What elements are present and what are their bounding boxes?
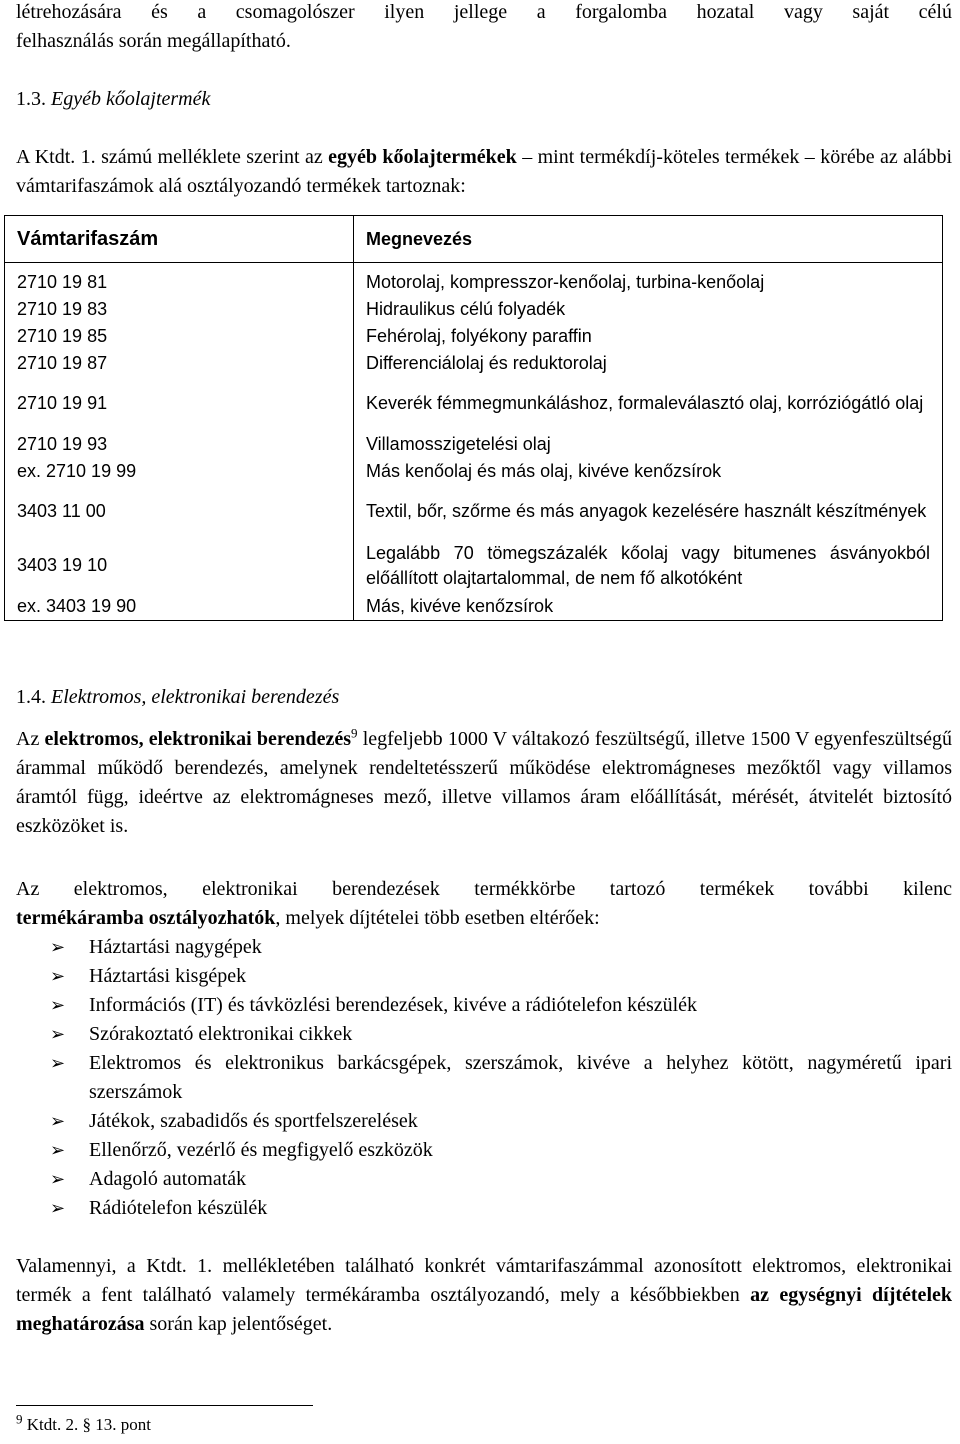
para-bold-text: egyéb kőolajtermékek bbox=[328, 146, 517, 168]
cell-code: ex. 2710 19 99 bbox=[5, 458, 354, 485]
list-item bbox=[16, 991, 952, 1020]
table-row bbox=[5, 377, 943, 431]
table-row bbox=[5, 323, 943, 350]
table-row bbox=[5, 296, 943, 323]
cell-code: 3403 19 10 bbox=[5, 539, 354, 593]
arrow-bullet-icon: ➢ bbox=[50, 1198, 66, 1219]
list-item-text: Információs (IT) és távközlési berendezések, kivéve a rádiótelefon készülék bbox=[89, 994, 698, 1016]
cell-code: 2710 19 87 bbox=[5, 350, 354, 377]
para-text: Valamennyi, a Ktdt. 1. mellékletében található konkrét vámtarifaszámmal azonosított elektromos, elektronikai termék a fent található valamely termékáramba osztályozandó, mely a későbbiekben bbox=[16, 1255, 952, 1306]
arrow-bullet-icon: ➢ bbox=[50, 1024, 66, 1045]
table-header-row bbox=[5, 216, 943, 263]
table-row bbox=[5, 263, 943, 296]
arrow-bullet-icon: ➢ bbox=[50, 995, 66, 1016]
section-title: Egyéb kőolajtermék bbox=[51, 88, 211, 110]
list-item bbox=[16, 933, 952, 962]
para-bold-text: elektromos, elektronikai berendezés bbox=[44, 728, 351, 750]
section-1-4-paragraph-3 bbox=[16, 1252, 952, 1339]
section-1-3-paragraph bbox=[16, 143, 952, 201]
para-text: során kap jelentőséget. bbox=[149, 1313, 333, 1335]
cell-code: ex. 3403 19 90 bbox=[5, 593, 354, 621]
footnote-area bbox=[16, 1405, 952, 1436]
para-text: Az bbox=[16, 728, 40, 750]
cell-name: Más kenőolaj és más olaj, kivéve kenőzsírok bbox=[354, 458, 943, 485]
arrow-bullet-icon: ➢ bbox=[50, 1140, 66, 1161]
section-1-4-paragraph-2-line-1: Az elektromos, elektronikai berendezések termékkörbe tartozó termékek további kilenc bbox=[16, 878, 952, 900]
arrow-bullet-icon: ➢ bbox=[50, 1053, 66, 1074]
footnote-text: Ktdt. 2. § 13. pont bbox=[26, 1415, 151, 1434]
section-title: Elektromos, elektronikai berendezés bbox=[51, 686, 340, 708]
table-row bbox=[5, 593, 943, 621]
footnote-reference[interactable]: 9 bbox=[350, 725, 358, 741]
intro-line-2: felhasználás során megállapítható. bbox=[16, 30, 291, 52]
intro-line-1: létrehozására és a csomagolószer ilyen jellege a forgalomba hozatal vagy saját célú bbox=[16, 1, 952, 23]
para-text: , melyek díjtételei több esetben eltérőek: bbox=[275, 907, 600, 929]
list-item-text: Adagoló automaták bbox=[89, 1168, 247, 1190]
list-item bbox=[16, 1136, 952, 1165]
para-bold-text: az egységnyi díjtételek meghatározása bbox=[16, 1284, 952, 1335]
table-row bbox=[5, 350, 943, 377]
footnote-mark: 9 bbox=[16, 1411, 23, 1427]
table-row bbox=[5, 485, 943, 539]
cell-name: Hidraulikus célú folyadék bbox=[354, 296, 943, 323]
list-item-text: Háztartási kisgépek bbox=[89, 965, 247, 987]
cell-name: Motorolaj, kompresszor-kenőolaj, turbina-kenőolaj bbox=[354, 263, 943, 296]
table-row bbox=[5, 539, 943, 593]
para-text: – mint termékdíj-köteles termékek – körébe az alábbi vámtarifaszámok alá osztályozandó termékek tartoznak: bbox=[16, 146, 953, 197]
document-page bbox=[16, 0, 953, 1434]
list-item-text: Szórakoztató elektronikai cikkek bbox=[89, 1023, 353, 1045]
header-tariff-number: Vámtarifaszám bbox=[5, 216, 354, 263]
section-heading-1-3 bbox=[16, 85, 952, 114]
section-number: 1.4. bbox=[16, 686, 46, 708]
para-text: legfeljebb 1000 V váltakozó feszültségű, illetve 1500 V egyenfeszültségű árammal működő berendezés, amelynek rendeltetésszerű működése elektromágneses mezőktől vagy villamos áramtól függ, ideértve az elektromágneses mező, illetve villamos áram előállítását, mérését, átvitelét biztosító eszközöket is. bbox=[16, 728, 953, 837]
arrow-bullet-icon: ➢ bbox=[50, 966, 66, 987]
cell-name: Keverék fémmegmunkáláshoz, formaleválasztó olaj, korróziógátló olaj bbox=[354, 377, 943, 431]
cell-name: Más, kivéve kenőzsírok bbox=[354, 593, 943, 621]
table-row bbox=[5, 458, 943, 485]
cell-code: 2710 19 83 bbox=[5, 296, 354, 323]
cell-name: Fehérolaj, folyékony paraffin bbox=[354, 323, 943, 350]
cell-name: Villamosszigetelési olaj bbox=[354, 431, 943, 458]
product-stream-list bbox=[16, 933, 952, 1223]
cell-code: 2710 19 85 bbox=[5, 323, 354, 350]
list-item bbox=[16, 1020, 952, 1049]
section-heading-1-4 bbox=[16, 683, 952, 712]
list-item bbox=[16, 1165, 952, 1194]
header-description: Megnevezés bbox=[354, 216, 943, 263]
arrow-bullet-icon: ➢ bbox=[50, 1111, 66, 1132]
list-item bbox=[16, 1049, 952, 1107]
footnote bbox=[16, 1411, 952, 1436]
section-number: 1.3. bbox=[16, 88, 46, 110]
list-item bbox=[16, 962, 952, 991]
cell-name: Textil, bőr, szőrme és más anyagok kezelésére használt készítmények bbox=[354, 485, 943, 539]
cell-code: 3403 11 00 bbox=[5, 485, 354, 539]
cell-code: 2710 19 91 bbox=[5, 377, 354, 431]
list-item-text: Háztartási nagygépek bbox=[89, 936, 262, 958]
tariff-table bbox=[4, 215, 943, 621]
list-item-text: Ellenőrző, vezérlő és megfigyelő eszközök bbox=[89, 1139, 433, 1161]
cell-name: Differenciálolaj és reduktorolaj bbox=[354, 350, 943, 377]
section-1-4-paragraph-1 bbox=[16, 725, 952, 841]
arrow-bullet-icon: ➢ bbox=[50, 1169, 66, 1190]
list-item bbox=[16, 1194, 952, 1223]
section-1-4-paragraph-2-line-2 bbox=[16, 904, 952, 933]
cell-code: 2710 19 93 bbox=[5, 431, 354, 458]
list-item-text: Elektromos és elektronikus barkácsgépek, szerszámok, kivéve a helyhez kötött, nagyméretű ipari szerszámok bbox=[89, 1052, 952, 1103]
cell-name: Legalább 70 tömegszázalék kőolaj vagy bitumenes ásványokból előállított olajtartalommal, de nem fő alkotóként bbox=[354, 539, 943, 593]
list-item-text: Játékok, szabadidős és sportfelszerelések bbox=[89, 1110, 418, 1132]
list-item bbox=[16, 1107, 952, 1136]
para-text: A Ktdt. 1. számú melléklete szerint az bbox=[16, 146, 323, 168]
cell-code: 2710 19 81 bbox=[5, 263, 354, 296]
footnote-separator bbox=[16, 1405, 313, 1406]
arrow-bullet-icon: ➢ bbox=[50, 937, 66, 958]
list-item-text: Rádiótelefon készülék bbox=[89, 1197, 268, 1219]
table-row bbox=[5, 431, 943, 458]
para-bold-text: termékáramba osztályozhatók bbox=[16, 907, 276, 929]
